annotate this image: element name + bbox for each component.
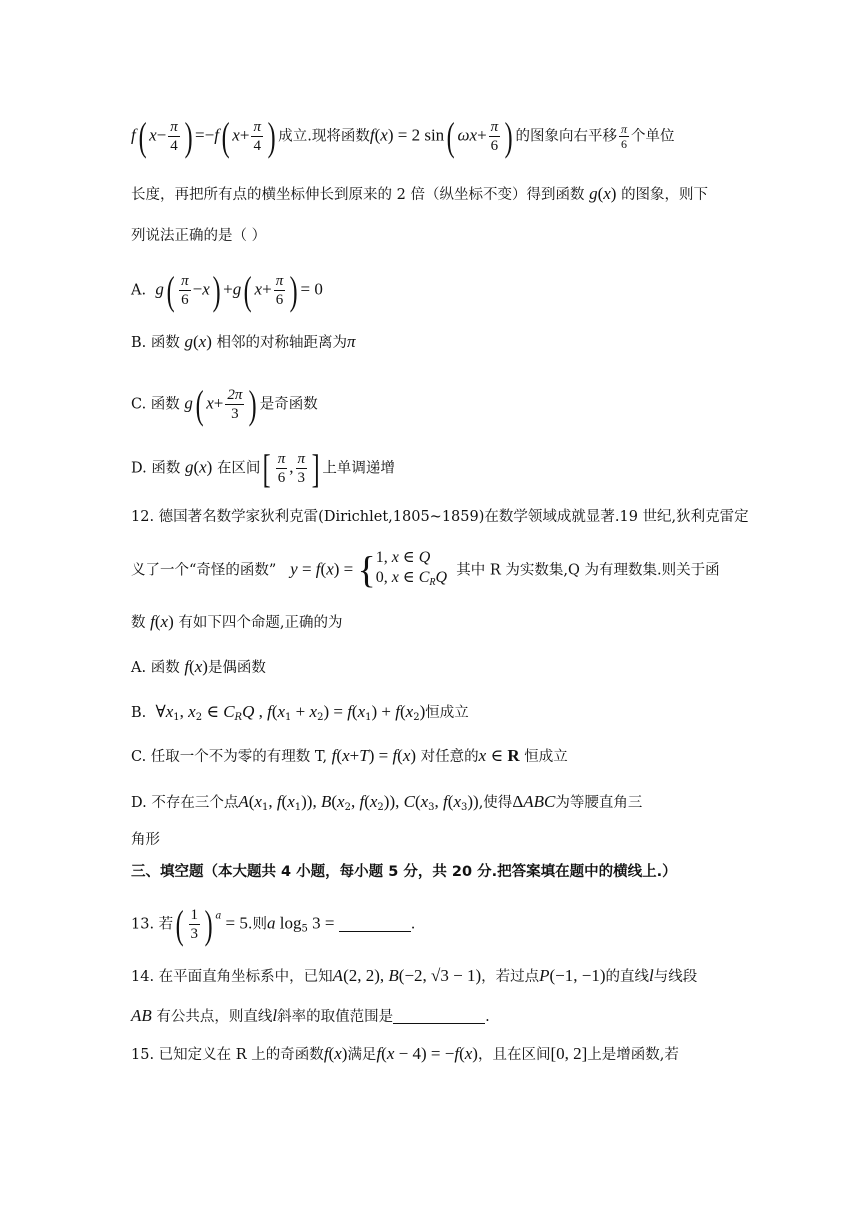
- question-text: 上是增函数,若: [587, 1047, 679, 1063]
- question-text: 的直线: [605, 969, 649, 985]
- fraction: $\frac{2\pi}{3}$: [227, 387, 243, 422]
- piecewise-cases: 1, x ∈ Q 0, x ∈ $C_RQ$: [375, 549, 448, 588]
- q12-stem: 数: [131, 615, 146, 631]
- fraction: $\frac{\pi}{6}$: [181, 273, 189, 308]
- option-label: A.: [131, 282, 147, 299]
- q12-stem: 其中 R 为实数集,Q 为有理数集.则关于函: [456, 562, 720, 579]
- section-title: 三、填空题（本大题共 4 小题，每小题 5 分，共 20 分.把答案填在题中的横线上.）: [131, 864, 677, 880]
- intro-line2-tail: 的图象，则下: [621, 187, 709, 203]
- q14-line-1: 14. 在平面直角坐标系中，已知A(2, 2), B(−2, √3 − 1)，若过点P(−1, −1)的直线l与线段: [131, 966, 698, 985]
- q11-option-b: B. 函数 g(x) 相邻的对称轴距离为π: [131, 332, 356, 351]
- q11-option-d: D. 函数 g(x) 在区间[ $\frac{\pi}{6}$ , $\frac{\pi}{3}$ ] 上单调递增: [131, 445, 395, 491]
- question-text: ，若过点: [481, 969, 540, 985]
- intro-text-c: 个单位: [631, 128, 675, 145]
- fraction: $\frac{\pi}{6}$: [621, 122, 628, 151]
- intro-line-2: 长度，再把所有点的横坐标伸长到原来的 2 倍（纵坐标不变）得到函数 g(x) 的图象，则下: [131, 184, 709, 203]
- q13: 13. 若( $\frac{1}{3}$ ) $^a$ = 5.则a $\log_5 3$ = .: [131, 901, 416, 947]
- question-text: 与线段: [653, 969, 698, 985]
- option-text: ,使得: [478, 795, 513, 811]
- option-label: C. 函数: [131, 396, 180, 413]
- option-text: 为等腰直角三: [555, 795, 643, 811]
- option-text: 角形: [131, 832, 160, 848]
- q15-line-1: 15. 已知定义在 R 上的奇函数f(x)满足f(x − 4) = −f(x)，且在区间[0, 2]上是增函数,若: [131, 1044, 679, 1063]
- fraction: $\frac{\pi}{6}$: [490, 119, 499, 154]
- answer-blank[interactable]: [393, 1023, 485, 1024]
- q14-line-2: AB 有公共点，则直线l斜率的取值范围是 .: [131, 1006, 490, 1025]
- intro-line-3: [131, 226, 266, 246]
- option-text: 恒成立: [524, 749, 568, 765]
- q11-option-c: C. 函数 g( x+ $\frac{2\pi}{3}$ ) 是奇函数: [131, 381, 318, 427]
- question-text: ，且在区间: [477, 1047, 551, 1063]
- fraction: $\frac{\pi}{6}$: [277, 451, 286, 486]
- q12-option-c: C. 任取一个不为零的有理数 T, f(x+T) = f(x) 对任意的x ∈ R 恒成立: [131, 746, 568, 765]
- option-text: 对任意的: [420, 749, 479, 765]
- q12-line-1: [131, 507, 749, 527]
- q12-stem: 有如下四个命题,正确的为: [178, 615, 343, 631]
- q12-stem: 义了一个“奇怪的函数”: [131, 562, 277, 579]
- option-text: D. 不存在三个点: [131, 795, 239, 811]
- q12-option-a: A. 函数 f(x)是偶函数: [131, 657, 266, 676]
- q12-stem: 12. 德国著名数学家狄利克雷(Dirichlet,1805~1859)在数学领域成就显著.19 世纪,狄利克雷定: [131, 509, 749, 525]
- option-text: A. 函数: [131, 660, 180, 676]
- option-label: B.: [131, 705, 147, 721]
- fraction: $\frac{\pi}{6}$: [275, 273, 284, 308]
- option-text: 相邻的对称轴距离为: [216, 335, 347, 351]
- q12-option-d-cont: [131, 830, 160, 850]
- option-label: D. 函数: [131, 460, 181, 477]
- option-text: 是奇函数: [259, 396, 318, 413]
- q12-option-d: D. 不存在三个点$A(x_1$, $f(x_1)$), $B(x_2$, $f(x_2)$), $C(x_3$, $f(x_3)$),使得ΔABC为等腰直角三: [131, 792, 643, 813]
- q12-line-2: 义了一个“奇怪的函数” y = f(x) = { 1, x ∈ Q 0, x ∈ $C_RQ$ 其中 R 为实数集,Q 为有理数集.则关于函: [131, 549, 720, 592]
- question-text: 14. 在平面直角坐标系中，已知: [131, 969, 333, 985]
- option-label: B. 函数: [131, 335, 180, 351]
- intro-line2-text: 长度，再把所有点的横坐标伸长到原来的 2 倍（纵坐标不变）得到函数: [131, 187, 585, 203]
- answer-blank[interactable]: [339, 931, 411, 932]
- question-text: .则: [247, 916, 267, 933]
- option-text: 在区间: [216, 460, 261, 477]
- intro-text-b: 的图象向右平移: [515, 128, 618, 145]
- question-text: .: [485, 1009, 490, 1025]
- fraction: $\frac{1}{3}$: [190, 907, 198, 942]
- q11-option-a: A. g( $\frac{\pi}{6}$ −x) +g( x+ $\frac{\pi}{6}$ ) = 0: [131, 267, 323, 313]
- section-heading: [131, 862, 677, 882]
- question-text: 15. 已知定义在 R 上的奇函数: [131, 1047, 324, 1063]
- intro-line-1: f( x− $\frac{\pi}{4}$ ) =−f( x+ $\frac{\pi}{4}$ ) 成立.现将函数f(x) = 2 sin( ωx+ $\frac{\pi}{6}$ ) 的图象向右平移 $\frac{\pi}{6}$ 个单位: [131, 113, 675, 159]
- option-text: 恒成立: [425, 705, 469, 721]
- q12-option-b: B. $\forall x_1$, $x_2$ ∈ $C_RQ$ , $f(x_1 + x_2) = f(x_1) + f(x_2)$恒成立: [131, 702, 469, 723]
- question-text: 满足: [347, 1047, 377, 1063]
- fraction: $\frac{\pi}{4}$: [170, 119, 178, 154]
- option-text: C. 任取一个不为零的有理数 T,: [131, 749, 328, 765]
- question-text: 13. 若: [131, 916, 174, 933]
- q12-line-3: 数 f(x) 有如下四个命题,正确的为: [131, 612, 343, 631]
- option-text: 是偶函数: [207, 660, 266, 676]
- question-text: 有公共点，则直线: [156, 1009, 273, 1025]
- option-text: 上单调递增: [322, 460, 395, 477]
- question-text: 斜率的取值范围是: [277, 1009, 394, 1025]
- fraction: $\frac{\pi}{3}$: [297, 451, 306, 486]
- fraction: $\frac{\pi}{4}$: [253, 119, 261, 154]
- intro-text-a: 成立.现将函数: [278, 128, 370, 145]
- intro-line3-text: 列说法正确的是（ ）: [131, 228, 267, 244]
- question-text: .: [410, 916, 416, 933]
